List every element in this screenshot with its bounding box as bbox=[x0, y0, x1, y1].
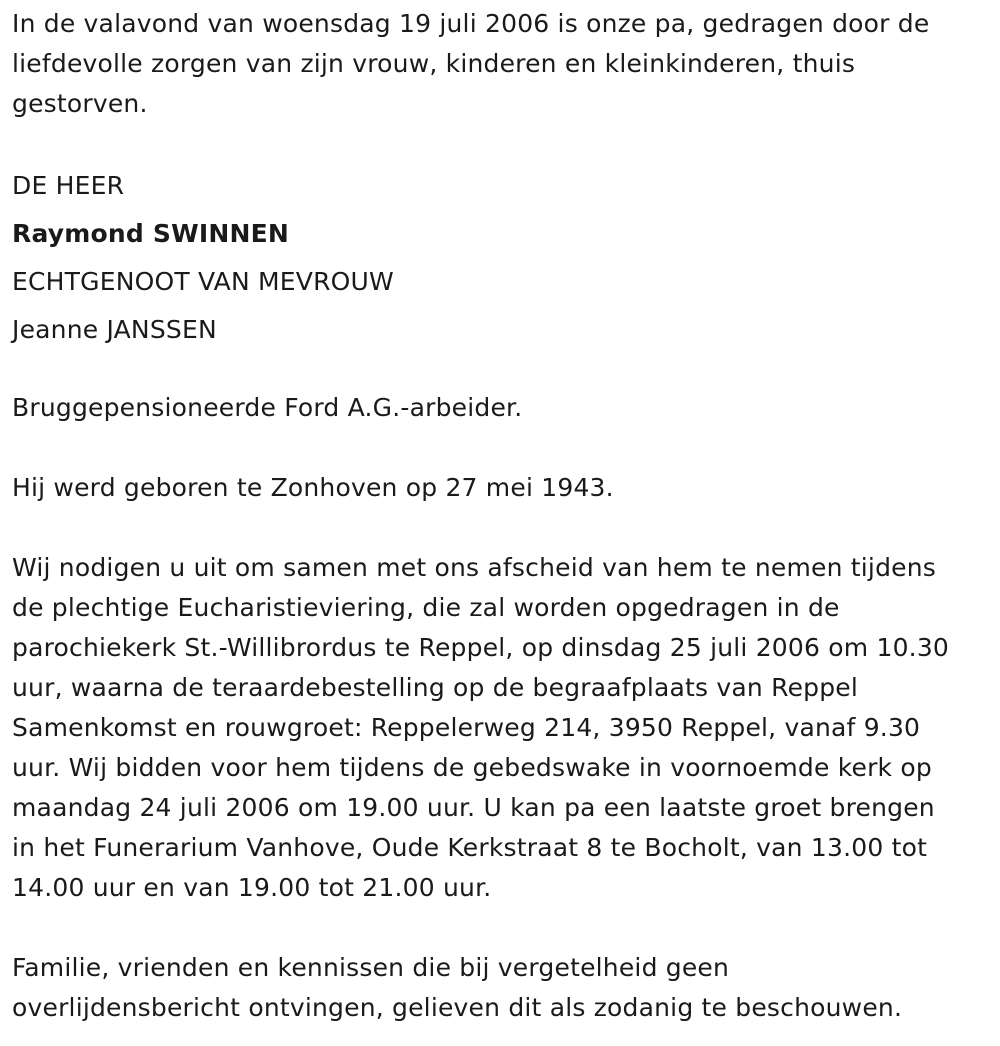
ceremony-line: Wij nodigen u uit om samen met ons afscheid van hem te nemen tijdens bbox=[12, 553, 937, 582]
family-notice-paragraph bbox=[12, 948, 902, 1028]
ceremony-line: 14.00 uur en van 19.00 tot 21.00 uur. bbox=[12, 873, 492, 902]
deceased-title: DE HEER bbox=[12, 171, 125, 200]
ceremony-line: de plechtige Eucharistieviering, die zal worden opgedragen in de bbox=[12, 593, 840, 622]
family-notice-line: Familie, vrienden en kennissen die bij vergetelheid geen bbox=[12, 953, 730, 982]
intro-line: In de valavond van woensdag 19 juli 2006 is onze pa, gedragen door de bbox=[12, 9, 930, 38]
ceremony-line: uur. Wij bidden voor hem tijdens de gebedswake in voornoemde kerk op bbox=[12, 753, 932, 782]
ceremony-paragraph bbox=[12, 548, 949, 908]
ceremony-line: parochiekerk St.-Willibrordus te Reppel, op dinsdag 25 juli 2006 om 10.30 bbox=[12, 633, 950, 662]
ceremony-line: maandag 24 juli 2006 om 19.00 uur. U kan pa een laatste groet brengen bbox=[12, 793, 935, 822]
intro-line: liefdevolle zorgen van zijn vrouw, kinderen en kleinkinderen, thuis bbox=[12, 49, 856, 78]
ceremony-line: uur, waarna de teraardebestelling op de begraafplaats van Reppel bbox=[12, 673, 859, 702]
birth-paragraph bbox=[12, 468, 614, 508]
deceased-relation: ECHTGENOOT VAN MEVROUW bbox=[12, 267, 394, 296]
ceremony-line: in het Funerarium Vanhove, Oude Kerkstraat 8 te Bocholt, van 13.00 tot bbox=[12, 833, 928, 862]
intro-paragraph bbox=[12, 4, 929, 124]
occupation-text: Bruggepensioneerde Ford A.G.-arbeider. bbox=[12, 393, 523, 422]
intro-line: gestorven. bbox=[12, 89, 148, 118]
deceased-name: Raymond SWINNEN bbox=[12, 219, 289, 248]
spouse-name: Jeanne JANSSEN bbox=[12, 315, 217, 344]
deceased-block bbox=[12, 162, 394, 354]
occupation-paragraph bbox=[12, 388, 522, 428]
family-notice-line: overlijdensbericht ontvingen, gelieven dit als zodanig te beschouwen. bbox=[12, 993, 903, 1022]
birth-text: Hij werd geboren te Zonhoven op 27 mei 1943. bbox=[12, 473, 614, 502]
ceremony-line: Samenkomst en rouwgroet: Reppelerweg 214, 3950 Reppel, vanaf 9.30 bbox=[12, 713, 921, 742]
